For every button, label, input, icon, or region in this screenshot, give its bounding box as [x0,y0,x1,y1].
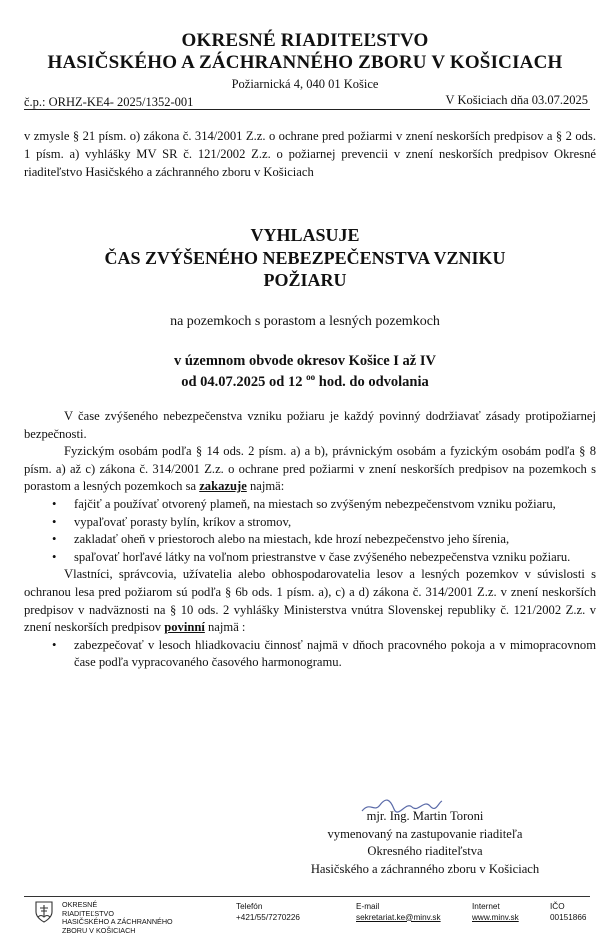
signature-block [250,808,600,878]
phone-value: +421/55/7270226 [236,912,300,922]
footer-org-line: RIADITEĽSTVO [62,908,114,918]
phone-label: Telefón [236,902,263,911]
period-prefix: od 04.07.2025 od 12 [181,373,307,390]
footer-org-line: HASIČSKÉHO A ZÁCHRANNÉHO [62,917,173,927]
org-name-line2: HASIČSKÉHO A ZÁCHRANNÉHO ZBORU V KOŠICIACH [47,52,563,73]
list-item [24,637,596,672]
list-item [24,531,596,549]
list-item-text: fajčiť a používať otvorený plameň, na miestach so zvýšeným nebezpečenstvom vzniku požiaru, [74,496,556,511]
signatory-name: mjr. Ing. Martin Toroni [366,809,484,823]
obligation-list [24,637,596,672]
area-line: v územnom obvode okresov Košice I až IV [174,353,436,369]
obliged-emphasis: povinní [164,620,205,635]
p3-after: najmä : [204,620,246,635]
footer-org-line: ZBORU V KOŠICIACH [62,925,136,935]
list-item [24,549,596,567]
web-link[interactable]: www.minv.sk [472,912,519,922]
signatory-role: vymenovaný na zastupovanie riaditeľa [327,826,523,841]
main-body [24,408,596,672]
list-item-text: vypaľovať porasty bylín, kríkov a stromov, [74,514,292,529]
paragraph-3 [24,566,596,636]
p2-after: najmä: [246,479,285,494]
bullet-icon: • [52,532,57,547]
list-item-text: zakladať oheň v priestoroch alebo na miestach, kde hrozí nebezpečenstvo jeho šírenia, [74,532,510,547]
paragraph-1: V čase zvýšeného nebezpečenstva vzniku požiaru je každý povinný dodržiavať zásady protipožiarnej bezpečnosti. [24,409,596,441]
scope-line: na pozemkoch s porastom a lesných pozemkoch [170,314,440,329]
org-name-line1: OKRESNÉ RIADITEĽSTVO [181,30,429,51]
list-item [24,514,596,532]
footer-org-line: OKRESNÉ [62,900,98,909]
email-label: E-mail [356,902,380,911]
signatory-org-line1: Okresného riaditeľstva [367,844,483,858]
period-line [0,372,610,391]
footer-email [356,902,441,923]
footer-rule [24,896,590,897]
footer-ico [550,902,586,923]
p2-text: Fyzickým osobám podľa § 14 ods. 2 písm. a) a b), právnickým osobám a fyzickým osobám podľa § 8 písm. a) až c) zákona č. 314/2001 Z.z. o ochrane pred požiarmi v znení neskorších predpisov na pozemkoch s porastom a lesných pozemkoch sa [24,444,596,494]
prohibition-list [24,496,596,566]
prohibited-emphasis: zakazuje [199,479,247,494]
bullet-icon: • [52,549,57,564]
place-date: V Košiciach dňa 03.07.2025 [445,93,588,107]
footer-phone [236,902,300,923]
list-item [24,496,596,514]
title-line1: ČAS ZVÝŠENÉHO NEBEZPEČENSTVA VZNIKU [104,248,506,268]
coat-of-arms-icon [34,900,54,924]
email-link[interactable]: sekretariat.ke@minv.sk [356,912,441,922]
ico-label: IČO [550,902,565,911]
bullet-icon: • [52,514,57,529]
signatory-org-line2: Hasičského a záchranného zboru v Košiciach [310,861,540,876]
bullet-icon: • [52,496,57,511]
period-superscript: oo [306,372,316,382]
bullet-icon: • [52,637,57,652]
announce-heading: VYHLASUJE [250,225,360,245]
period-suffix: hod. do odvolania [315,373,429,390]
footer-org [62,901,173,935]
p3-text: Vlastníci, správcovia, užívatelia alebo obhospodarovatelia lesov a lesných pozemkov v súvislosti s ochranou lesa pred požiarom sú podľa § 6b ods. 1 písm. a), c) a d) zákona č. 314/2001 Z.z. v znení neskorších predpisov v nadväznosti na § 10 ods. 2 vyhlášky Ministerstva vnútra Slovenskej republiky č. 121/2002 Z.z. v znení neskorších predpisov [24,567,596,635]
list-item-text: spaľovať horľavé látky na voľnom priestranstve v čase zvýšeného nebezpečenstva vzniku požiaru. [74,549,571,564]
reference-number: č.p.: ORHZ-KE4- 2025/1352-001 [24,95,194,109]
ico-value: 00151866 [550,912,587,922]
web-label: Internet [472,902,500,911]
list-item-text: zabezpečovať v lesoch hliadkovaciu činnosť najmä v dňoch pracovného pokoja a v mimopracovnom čase podľa vypracovaného časového harmonogramu. [74,637,596,670]
intro-paragraph: v zmysle § 21 písm. o) zákona č. 314/2001 Z.z. o ochrane pred požiarmi v znení neskorších predpisov a § 2 ods. 1 písm. a) vyhlášky MV SR č. 121/2002 Z.z. o požiarnej prevencii v znení neskorších predpisov Okresné riaditeľstvo Hasičského a záchranného zboru v Košiciach [24,129,596,179]
org-address: Požiarnická 4, 040 01 Košice [231,77,379,91]
title-line2: POŽIARU [263,270,347,290]
paragraph-2 [24,443,596,496]
footer-web [472,902,519,923]
